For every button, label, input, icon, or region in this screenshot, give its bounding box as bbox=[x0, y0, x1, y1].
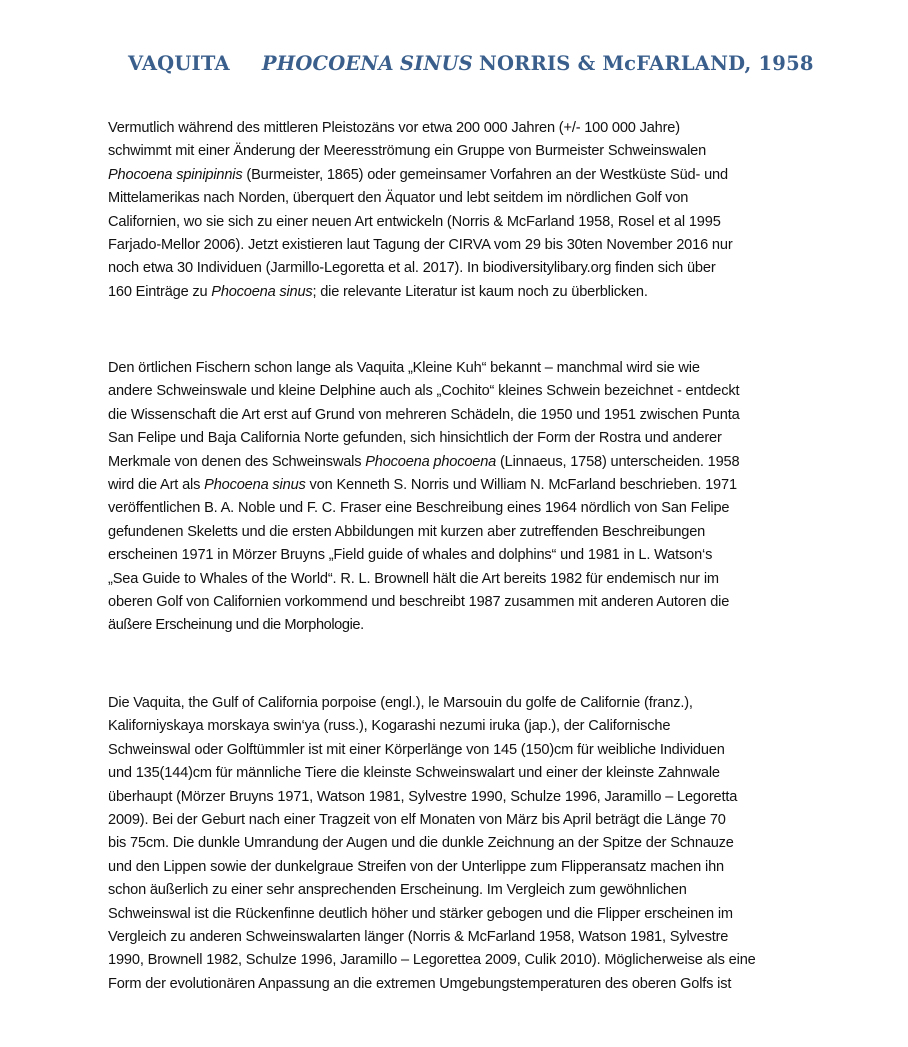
text-run: Schweinswal oder Golftümmler ist mit einer Körperlänge von 145 (150)cm für weibliche Individuen bbox=[108, 741, 725, 758]
text-line bbox=[108, 739, 808, 762]
text-line bbox=[108, 832, 808, 855]
text-run: und den Lippen sowie der dunkelgraue Streifen von der Unterlippe zum Flipperansatz machen ihn bbox=[108, 858, 724, 875]
text-run: veröffentlichen B. A. Noble und F. C. Fraser eine Beschreibung eines 1964 nördlich von San Felipe bbox=[108, 500, 730, 517]
text-run: (Linnaeus, 1758) unterscheiden. 1958 bbox=[496, 453, 740, 470]
text-run: Schweinswal ist die Rückenfinne deutlich höher und stärker gebogen und die Flipper erscheinen im bbox=[108, 905, 733, 922]
text-run: noch etwa 30 Individuen (Jarmillo-Legoretta et al. 2017). In biodiversitylibary.org finden sich über bbox=[108, 260, 716, 277]
text-run: erscheinen 1971 in Mörzer Bruyns „Field guide of whales and dolphins“ und 1981 in L. Watson‘s bbox=[108, 547, 713, 564]
text-run: die Wissenschaft die Art erst auf Grund von mehreren Schädeln, die 1950 und 1951 zwischen Punta bbox=[108, 406, 740, 423]
text-line bbox=[108, 762, 808, 785]
page-title bbox=[128, 52, 814, 75]
text-run: von Kenneth S. Norris und William N. McFarland beschrieben. 1971 bbox=[305, 476, 737, 493]
text-run: und 135(144)cm für männliche Tiere die kleinste Schweinswalart und einer der kleinste Zahnwale bbox=[108, 765, 720, 782]
title-genus: PHOCOENA bbox=[261, 52, 394, 75]
text-run: Farjado-Mellor 2006). Jetzt existieren laut Tagung der CIRVA vom 29 bis 30ten November 2016 nur bbox=[108, 236, 733, 253]
paragraph-description bbox=[108, 692, 808, 996]
text-run: 160 Einträge zu bbox=[108, 283, 212, 300]
text-line bbox=[108, 715, 808, 738]
text-run: San Felipe und Baja California Norte gefunden, sich hinsichtlich der Form der Rostra und anderer bbox=[108, 430, 722, 447]
italic-text: Phocoena phocoena bbox=[365, 453, 497, 470]
text-run: oberen Golf von Californien vorkommend und beschreibt 1987 zusammen mit anderen Autoren die bbox=[108, 593, 730, 610]
text-line bbox=[108, 187, 808, 210]
text-run: Vermutlich während des mittleren Pleistozäns vor etwa 200 000 Jahren (+/- 100 000 Jahre) bbox=[108, 120, 680, 136]
text-line bbox=[108, 164, 808, 187]
text-run: Die Vaquita, the Gulf of California porpoise (engl.), le Marsouin du golfe de Californie (franz.), bbox=[108, 695, 693, 711]
text-line bbox=[108, 281, 808, 304]
text-line bbox=[108, 903, 808, 926]
text-run: andere Schweinswale und kleine Delphine auch als „Cochito“ kleines Schwein bezeichnet - entdeckt bbox=[108, 383, 740, 400]
title-species: SINUS bbox=[399, 52, 473, 75]
text-line bbox=[108, 404, 808, 427]
text-line bbox=[108, 497, 808, 520]
text-run: wird die Art als bbox=[108, 476, 205, 493]
text-run: Mittelamerikas nach Norden, überquert den Äquator und lebt seitdem im nördlichen Golf von bbox=[108, 190, 689, 207]
text-run: bis 75cm. Die dunkle Umrandung der Augen und die dunkle Zeichnung an der Spitze der Schnauze bbox=[108, 835, 734, 852]
italic-text: Phocoena sinus bbox=[211, 283, 313, 300]
text-line bbox=[108, 544, 808, 567]
text-run: Merkmale von denen des Schweinswals bbox=[108, 453, 366, 470]
text-line bbox=[108, 949, 808, 972]
text-run: überhaupt (Mörzer Bruyns 1971, Watson 1981, Sylvestre 1990, Schulze 1996, Jaramillo – Legoretta bbox=[108, 788, 738, 805]
text-run: 2009). Bei der Geburt nach einer Tragzeit von elf Monaten von März bis April beträgt die Länge 70 bbox=[108, 811, 726, 828]
text-run: schon äußerlich zu einer sehr ansprechenden Erscheinung. Im Vergleich zum gewöhnlichen bbox=[108, 882, 687, 899]
text-run: 1990, Brownell 1982, Schulze 1996, Jaramillo – Legorettea 2009, Culik 2010). Möglicherweise als eine bbox=[108, 952, 756, 969]
title-common-name: VAQUITA bbox=[128, 52, 230, 75]
text-run: Californien, wo sie sich zu einer neuen Art entwickeln (Norris & McFarland 1958, Rosel et al 1995 bbox=[108, 213, 721, 230]
text-line bbox=[108, 140, 808, 163]
text-run: „Sea Guide to Whales of the World“. R. L. Brownell hält die Art bereits 1982 für endemisch nur im bbox=[108, 570, 719, 587]
text-line bbox=[108, 257, 808, 280]
text-line bbox=[108, 427, 808, 450]
paragraph-discovery bbox=[108, 357, 808, 638]
text-line bbox=[108, 117, 808, 140]
text-run: Form der evolutionären Anpassung an die extremen Umgebungstemperaturen des oberen Golfs ist bbox=[108, 975, 732, 992]
text-run: Kaliforniyskaya morskaya swin‘ya (russ.), Kogarashi nezumi iruka (jap.), der Californische bbox=[108, 718, 671, 735]
text-line bbox=[108, 786, 808, 809]
text-line bbox=[108, 879, 808, 902]
text-line bbox=[108, 211, 808, 234]
text-line bbox=[108, 692, 808, 715]
text-line bbox=[108, 451, 808, 474]
text-run: Vergleich zu anderen Schweinswalarten länger (Norris & McFarland 1958, Watson 1981, Sylvestre bbox=[108, 928, 729, 945]
text-line bbox=[108, 926, 808, 949]
text-run: (Burmeister, 1865) oder gemeinsamer Vorfahren an der Westküste Süd- und bbox=[242, 166, 728, 183]
text-line bbox=[108, 591, 808, 614]
text-line bbox=[108, 809, 808, 832]
text-line bbox=[108, 856, 808, 879]
text-run: gefundenen Skeletts und die ersten Abbildungen mit kurzen aber zutreffenden Beschreibungen bbox=[108, 523, 706, 540]
text-line bbox=[108, 234, 808, 257]
text-run: äußere Erscheinung und die Morphologie. bbox=[108, 617, 364, 634]
italic-text: Phocoena spinipinnis bbox=[108, 166, 243, 183]
text-line bbox=[108, 474, 808, 497]
title-authors: NORRIS & McFARLAND, 1958 bbox=[478, 52, 814, 75]
text-line bbox=[108, 380, 808, 403]
text-line bbox=[108, 614, 808, 637]
paragraph-origin bbox=[108, 117, 808, 304]
text-run: Den örtlichen Fischern schon lange als Vaquita „Kleine Kuh“ bekannt – manchmal wird sie wie bbox=[108, 360, 700, 376]
text-run: schwimmt mit einer Änderung der Meeresströmung ein Gruppe von Burmeister Schweinswalen bbox=[108, 143, 707, 160]
text-run: ; die relevante Literatur ist kaum noch zu überblicken. bbox=[312, 283, 648, 300]
text-line bbox=[108, 357, 808, 380]
text-line bbox=[108, 521, 808, 544]
italic-text: Phocoena sinus bbox=[204, 476, 306, 493]
text-line bbox=[108, 973, 808, 996]
text-line bbox=[108, 568, 808, 591]
